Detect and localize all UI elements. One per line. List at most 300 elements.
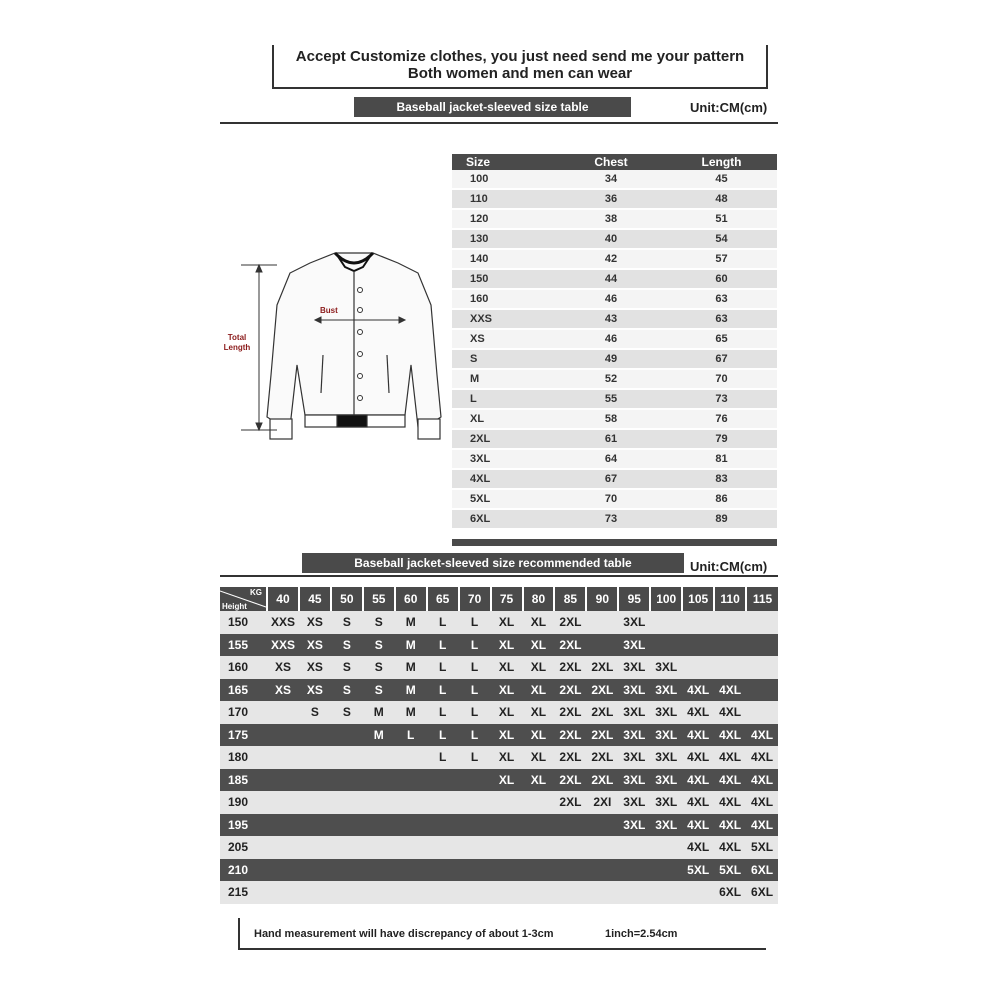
size-recommendation-cell: L (395, 724, 427, 747)
size-table-footer-bar (452, 539, 777, 546)
size-recommendation-cell (299, 791, 331, 814)
size-cell: 4XL (452, 469, 556, 489)
size-recommendation-cell: XL (523, 769, 555, 792)
size-recommendation-cell: XS (299, 634, 331, 657)
size-recommendation-cell: XL (491, 611, 523, 634)
size-row (452, 209, 777, 229)
size-recommendation-cell: 5XL (746, 836, 778, 859)
size-recommendation-cell: 2XL (554, 746, 586, 769)
size-recommendation-cell (299, 881, 331, 904)
size-recommendation-cell (427, 814, 459, 837)
size-recommendation-cell: 4XL (682, 746, 714, 769)
size-recommendation-cell (523, 814, 555, 837)
size-recommendation-cell: 4XL (682, 791, 714, 814)
size-recommendation-cell: 3XL (650, 791, 682, 814)
length-cell: 54 (666, 229, 777, 249)
size-cell: XXS (452, 309, 556, 329)
size-recommendation-cell: XL (491, 724, 523, 747)
size-recommendation-cell: XL (491, 679, 523, 702)
size-recommendation-cell: L (427, 611, 459, 634)
footer-discrepancy: Hand measurement will have discrepancy of about 1-3cm (254, 928, 554, 940)
size-row (452, 509, 777, 529)
size-recommendation-cell: L (459, 701, 491, 724)
chest-cell: 36 (556, 189, 666, 209)
size-row (452, 369, 777, 389)
header-line-1: Accept Customize clothes, you just need send me your pattern (295, 48, 745, 65)
size-row (452, 349, 777, 369)
weight-header: 90 (586, 587, 618, 611)
length-cell: 45 (666, 170, 777, 189)
chest-cell: 34 (556, 170, 666, 189)
size-recommendation-cell (554, 836, 586, 859)
size-recommendation-cell (459, 881, 491, 904)
size-recommendation-cell (586, 859, 618, 882)
size-recommendation-cell (331, 746, 363, 769)
height-cell: 175 (220, 724, 267, 747)
size-recommendation-cell: 3XL (618, 746, 650, 769)
chest-cell: 67 (556, 469, 666, 489)
size-recommendation-cell: 2XL (586, 656, 618, 679)
size-recommendation-cell: L (427, 679, 459, 702)
size-recommendation-cell: 4XL (714, 679, 746, 702)
size-row (452, 329, 777, 349)
size-recommendation-cell: 3XL (650, 769, 682, 792)
size-recommendation-cell: 4XL (682, 769, 714, 792)
size-cell: XL (452, 409, 556, 429)
chest-cell: 64 (556, 449, 666, 469)
size-recommendation-cell (299, 746, 331, 769)
size-recommendation-cell (395, 836, 427, 859)
weight-header: 95 (618, 587, 650, 611)
size-recommendation-cell: S (331, 701, 363, 724)
size-cell: 2XL (452, 429, 556, 449)
size-recommendation-cell (459, 814, 491, 837)
size-recommendation-cell: L (459, 656, 491, 679)
size-recommendation-cell (363, 836, 395, 859)
size-recommendation-cell (618, 859, 650, 882)
size-recommendation-cell: L (427, 656, 459, 679)
size-recommendation-cell (363, 746, 395, 769)
size-cell: 120 (452, 209, 556, 229)
size-recommendation-cell: 3XL (618, 701, 650, 724)
size-recommendation-cell: XXS (267, 611, 299, 634)
size-recommendation-cell: XL (523, 724, 555, 747)
size-recommendation-cell: 2XL (586, 724, 618, 747)
size-recommendation-cell: 4XL (746, 791, 778, 814)
size-cell: 5XL (452, 489, 556, 509)
recommend-row (220, 679, 778, 702)
size-recommendation-cell (363, 859, 395, 882)
chest-cell: 61 (556, 429, 666, 449)
size-row (452, 269, 777, 289)
size-row (452, 170, 777, 189)
size-recommendation-cell: 4XL (714, 814, 746, 837)
size-row (452, 309, 777, 329)
size-row (452, 489, 777, 509)
size-table-unit: Unit:CM(cm) (690, 100, 768, 115)
size-row (452, 229, 777, 249)
chest-cell: 40 (556, 229, 666, 249)
length-cell: 65 (666, 329, 777, 349)
height-cell: 195 (220, 814, 267, 837)
size-recommendation-cell (650, 859, 682, 882)
size-recommendation-cell: S (331, 611, 363, 634)
recommend-row (220, 611, 778, 634)
height-cell: 170 (220, 701, 267, 724)
weight-header: 105 (682, 587, 714, 611)
size-recommendation-cell: 4XL (746, 814, 778, 837)
size-recommendation-cell: 3XL (650, 724, 682, 747)
size-recommendation-cell: 3XL (618, 791, 650, 814)
size-recommendation-cell (331, 791, 363, 814)
weight-header: 115 (746, 587, 778, 611)
weight-header: 50 (331, 587, 363, 611)
size-recommendation-cell: XL (523, 656, 555, 679)
length-cell: 81 (666, 449, 777, 469)
size-cell: L (452, 389, 556, 409)
size-recommendation-cell (267, 701, 299, 724)
size-recommendation-cell: L (427, 724, 459, 747)
size-recommendation-cell (267, 724, 299, 747)
size-recommendation-cell: 2XI (586, 791, 618, 814)
size-recommendation-cell: XL (523, 679, 555, 702)
size-recommendation-cell: 3XL (618, 814, 650, 837)
size-recommendation-cell (682, 611, 714, 634)
size-recommendation-cell (746, 611, 778, 634)
section-divider (220, 575, 778, 577)
size-recommendation-cell: XL (523, 701, 555, 724)
height-cell: 180 (220, 746, 267, 769)
recommend-table-banner: Baseball jacket-sleeved size recommended table (302, 553, 684, 573)
size-recommendation-cell: S (363, 679, 395, 702)
size-recommendation-cell: 2XL (586, 701, 618, 724)
size-row (452, 249, 777, 269)
corner-cell (220, 587, 267, 611)
size-recommendation-cell: M (395, 611, 427, 634)
size-cell: 140 (452, 249, 556, 269)
recommend-row (220, 769, 778, 792)
length-cell: 89 (666, 509, 777, 529)
size-recommendation-cell (395, 814, 427, 837)
size-recommendation-cell: 2XL (554, 791, 586, 814)
size-recommendation-cell: M (395, 634, 427, 657)
size-recommendation-cell: XL (523, 634, 555, 657)
size-recommendation-cell: S (299, 701, 331, 724)
size-recommendation-cell (554, 859, 586, 882)
height-cell: 185 (220, 769, 267, 792)
size-recommendation-cell (746, 679, 778, 702)
size-recommendation-cell: 3XL (650, 679, 682, 702)
size-recommendation-cell (459, 791, 491, 814)
size-recommendation-cell (523, 859, 555, 882)
chest-cell: 55 (556, 389, 666, 409)
size-recommendation-cell: S (331, 656, 363, 679)
corner-kg: KG (250, 588, 262, 597)
size-recommendation-cell: L (459, 611, 491, 634)
size-recommendation-cell (554, 881, 586, 904)
size-cell: 130 (452, 229, 556, 249)
size-recommendation-cell (267, 746, 299, 769)
length-cell: 63 (666, 289, 777, 309)
size-recommendation-cell (682, 634, 714, 657)
size-cell: 160 (452, 289, 556, 309)
size-recommendation-cell (491, 814, 523, 837)
size-recommendation-cell: 4XL (746, 724, 778, 747)
weight-header: 65 (427, 587, 459, 611)
size-recommendation-cell (331, 859, 363, 882)
size-cell: 6XL (452, 509, 556, 529)
size-recommendation-cell: L (459, 746, 491, 769)
size-recommendation-cell (586, 881, 618, 904)
size-recommendation-cell (491, 791, 523, 814)
size-table (452, 154, 777, 530)
size-recommendation-cell (682, 881, 714, 904)
size-recommendation-cell: 2XL (554, 701, 586, 724)
chest-cell: 38 (556, 209, 666, 229)
size-recommendation-cell (586, 611, 618, 634)
size-recommendation-cell (267, 814, 299, 837)
size-recommendation-cell: 2XL (586, 769, 618, 792)
size-recommendation-cell (395, 746, 427, 769)
size-recommendation-cell: XL (491, 701, 523, 724)
size-recommendation-cell: XL (523, 746, 555, 769)
size-recommendation-cell (523, 881, 555, 904)
size-recommendation-cell: 4XL (714, 746, 746, 769)
size-recommendation-cell (650, 611, 682, 634)
size-recommendation-cell: 2XL (586, 746, 618, 769)
size-recommendation-cell: 3XL (650, 746, 682, 769)
weight-header: 80 (523, 587, 555, 611)
weight-header: 60 (395, 587, 427, 611)
size-recommendation-cell (586, 836, 618, 859)
size-recommendation-cell: 6XL (714, 881, 746, 904)
length-cell: 57 (666, 249, 777, 269)
size-recommendation-cell: S (363, 634, 395, 657)
chest-cell: 43 (556, 309, 666, 329)
height-cell: 165 (220, 679, 267, 702)
size-recommendation-cell: L (427, 634, 459, 657)
size-recommendation-cell (746, 634, 778, 657)
size-recommendation-cell (714, 656, 746, 679)
size-recommendation-cell: 2XL (554, 679, 586, 702)
size-recommendation-cell (554, 814, 586, 837)
size-recommendation-cell (523, 791, 555, 814)
recommend-table-unit: Unit:CM(cm) (690, 559, 768, 574)
size-recommendation-cell (331, 814, 363, 837)
header-line-2: Both women and men can wear (407, 65, 633, 82)
size-recommendation-cell (746, 656, 778, 679)
chest-cell: 46 (556, 289, 666, 309)
size-recommendation-cell: XS (267, 679, 299, 702)
size-row (452, 289, 777, 309)
size-recommendation-cell: 2XL (586, 679, 618, 702)
size-recommendation-cell (363, 814, 395, 837)
size-cell: M (452, 369, 556, 389)
size-recommendation-cell: 5XL (714, 859, 746, 882)
size-recommendation-cell (299, 724, 331, 747)
size-recommendation-cell (714, 634, 746, 657)
size-recommendation-cell: 2XL (554, 634, 586, 657)
size-recommendation-cell (267, 881, 299, 904)
size-recommendation-cell: 2XL (554, 611, 586, 634)
size-recommendation-cell (395, 769, 427, 792)
size-recommendation-cell: M (395, 656, 427, 679)
size-recommendation-cell: L (459, 679, 491, 702)
size-recommendation-cell: 4XL (682, 701, 714, 724)
height-cell: 210 (220, 859, 267, 882)
size-recommendation-cell: 2XL (554, 724, 586, 747)
footer-inch-conversion: 1inch=2.54cm (605, 928, 678, 940)
size-recommendation-cell (682, 656, 714, 679)
size-table-banner: Baseball jacket-sleeved size table (354, 97, 631, 117)
length-cell: 86 (666, 489, 777, 509)
size-recommendation-cell (299, 836, 331, 859)
size-recommendation-cell (714, 611, 746, 634)
size-recommendation-cell: XXS (267, 634, 299, 657)
size-cell: 100 (452, 170, 556, 189)
size-recommendation-cell: 4XL (682, 724, 714, 747)
chest-cell: 73 (556, 509, 666, 529)
size-row (452, 409, 777, 429)
height-cell: 190 (220, 791, 267, 814)
size-recommendation-cell: 4XL (714, 701, 746, 724)
length-cell: 60 (666, 269, 777, 289)
size-recommendation-cell: 3XL (650, 814, 682, 837)
chest-cell: 70 (556, 489, 666, 509)
size-recommendation-cell (267, 836, 299, 859)
size-recommendation-cell (331, 881, 363, 904)
size-recommendation-cell (395, 859, 427, 882)
size-recommendation-cell: 3XL (618, 769, 650, 792)
recommend-row (220, 634, 778, 657)
size-recommendation-cell: XL (491, 634, 523, 657)
height-cell: 205 (220, 836, 267, 859)
size-recommendation-cell: 2XL (554, 656, 586, 679)
chest-cell: 52 (556, 369, 666, 389)
size-recommendation-cell (267, 859, 299, 882)
size-recommendation-cell: 3XL (650, 656, 682, 679)
size-recommendation-cell: M (395, 701, 427, 724)
size-recommendation-cell: 3XL (618, 611, 650, 634)
length-cell: 51 (666, 209, 777, 229)
recommend-row (220, 701, 778, 724)
col-chest: Chest (556, 154, 666, 170)
size-recommendation-cell (459, 836, 491, 859)
size-recommendation-cell (363, 769, 395, 792)
size-recommendation-cell (363, 881, 395, 904)
size-recommendation-cell: L (427, 701, 459, 724)
size-recommendation-cell (363, 791, 395, 814)
chest-cell: 58 (556, 409, 666, 429)
size-recommendation-cell: L (459, 634, 491, 657)
size-cell: 110 (452, 189, 556, 209)
size-row (452, 189, 777, 209)
recommend-row (220, 881, 778, 904)
chest-cell: 42 (556, 249, 666, 269)
size-recommendation-cell (427, 881, 459, 904)
size-recommendation-cell (427, 769, 459, 792)
size-recommendation-cell: 4XL (746, 746, 778, 769)
size-recommendation-cell: 3XL (618, 656, 650, 679)
size-recommendation-cell: L (459, 724, 491, 747)
size-recommendation-cell: L (427, 746, 459, 769)
size-recommendation-cell: 4XL (714, 769, 746, 792)
size-recommendation-cell: S (363, 656, 395, 679)
chest-cell: 44 (556, 269, 666, 289)
size-recommendation-cell (299, 814, 331, 837)
size-recommendation-cell (586, 814, 618, 837)
height-cell: 215 (220, 881, 267, 904)
size-recommendation-cell: 4XL (714, 836, 746, 859)
size-recommendation-cell (459, 769, 491, 792)
size-recommendation-cell (650, 836, 682, 859)
recommend-row (220, 836, 778, 859)
size-recommendation-cell: XL (491, 769, 523, 792)
size-recommendation-cell (267, 769, 299, 792)
size-cell: XS (452, 329, 556, 349)
size-row (452, 389, 777, 409)
weight-header: 70 (459, 587, 491, 611)
size-recommendation-cell (427, 859, 459, 882)
size-recommendation-cell (459, 859, 491, 882)
size-recommendation-cell: 3XL (650, 701, 682, 724)
size-recommendation-cell: 4XL (746, 769, 778, 792)
size-recommendation-cell (331, 836, 363, 859)
weight-header: 85 (554, 587, 586, 611)
length-cell: 70 (666, 369, 777, 389)
weight-header: 40 (267, 587, 299, 611)
size-recommendation-cell: XS (299, 656, 331, 679)
size-recommendation-cell (650, 881, 682, 904)
size-cell: S (452, 349, 556, 369)
size-recommendation-cell: M (363, 724, 395, 747)
size-cell: 150 (452, 269, 556, 289)
size-recommendation-cell: XL (491, 746, 523, 769)
size-recommendation-cell (523, 836, 555, 859)
recommend-row (220, 656, 778, 679)
size-recommendation-cell (331, 769, 363, 792)
size-recommendation-cell: 3XL (618, 679, 650, 702)
length-cell: 48 (666, 189, 777, 209)
size-recommendation-cell: 4XL (682, 679, 714, 702)
size-recommendation-cell: 4XL (682, 836, 714, 859)
corner-height: Height (222, 602, 247, 611)
size-recommendation-cell: 2XL (554, 769, 586, 792)
size-recommendation-cell (299, 859, 331, 882)
size-recommendation-cell (331, 724, 363, 747)
size-recommendation-cell: XS (299, 679, 331, 702)
size-recommendation-cell: M (363, 701, 395, 724)
size-recommendation-cell: 4XL (714, 791, 746, 814)
size-recommendation-cell: S (331, 679, 363, 702)
size-recommendation-cell: 3XL (618, 634, 650, 657)
size-recommendation-cell (618, 836, 650, 859)
weight-header: 75 (491, 587, 523, 611)
size-recommendation-cell: XL (491, 656, 523, 679)
size-recommendation-cell: XS (299, 611, 331, 634)
size-recommendation-cell: S (331, 634, 363, 657)
size-recommendation-cell: 3XL (618, 724, 650, 747)
size-row (452, 429, 777, 449)
size-recommendation-cell: 6XL (746, 881, 778, 904)
height-cell: 155 (220, 634, 267, 657)
col-length: Length (666, 154, 777, 170)
size-recommendation-cell (395, 791, 427, 814)
size-recommendation-cell: 5XL (682, 859, 714, 882)
chest-cell: 49 (556, 349, 666, 369)
length-cell: 83 (666, 469, 777, 489)
recommend-row (220, 814, 778, 837)
